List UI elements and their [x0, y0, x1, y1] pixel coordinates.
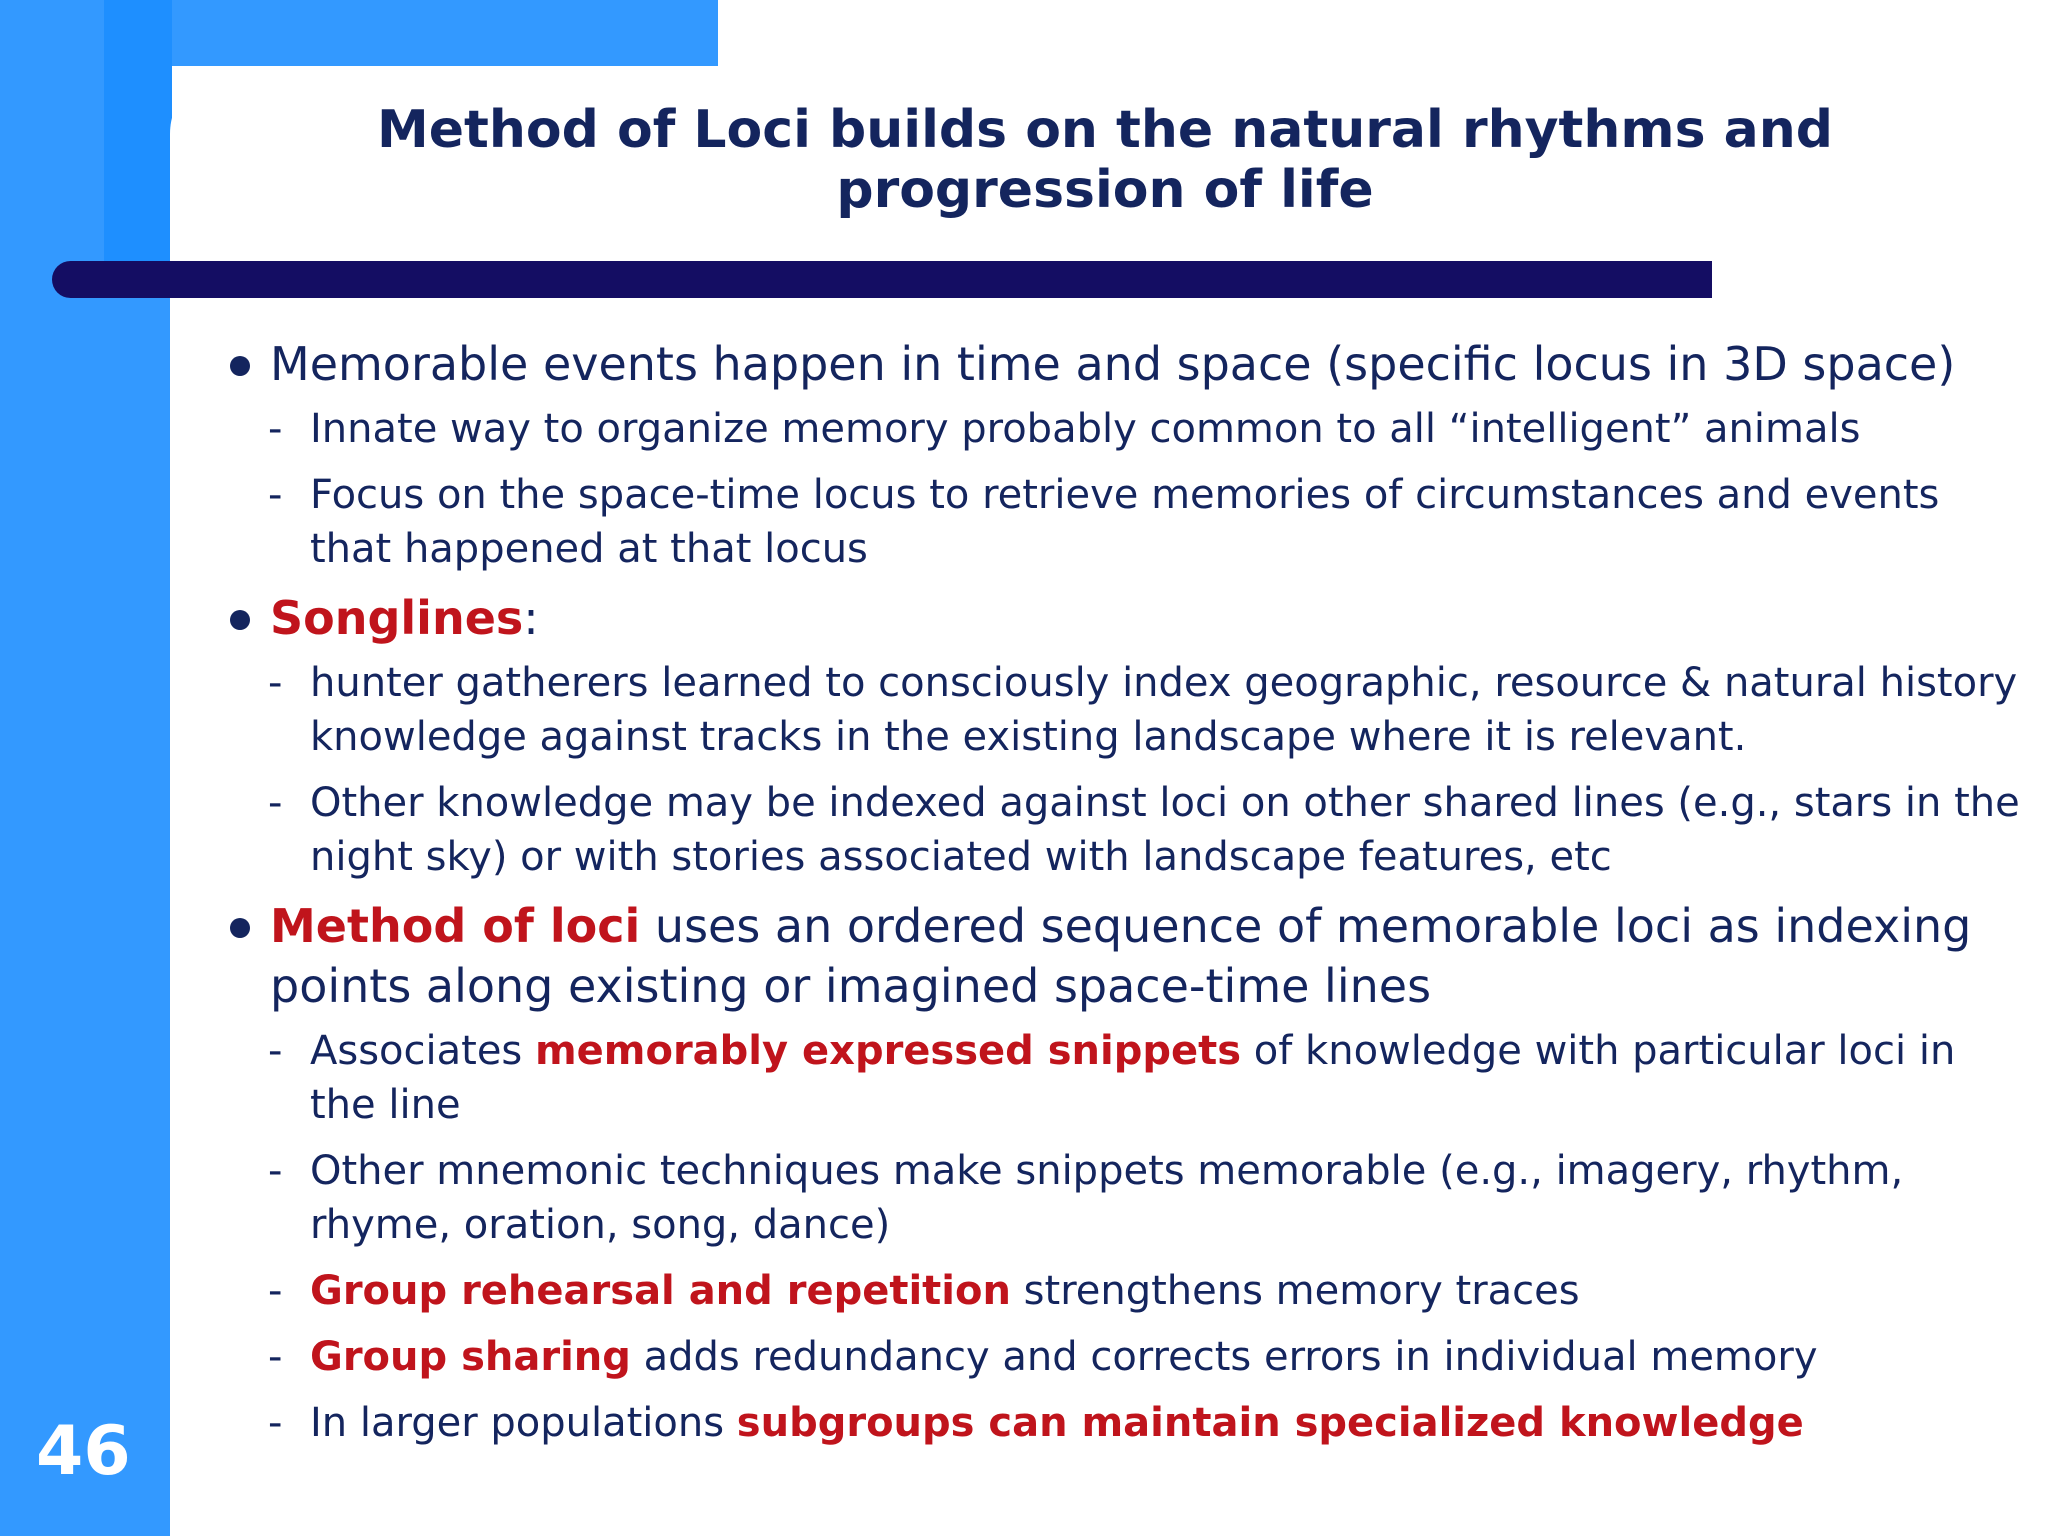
slide-body — [228, 330, 2028, 1462]
sub-text-before: Associates — [310, 1028, 535, 1074]
dash-icon: - — [268, 660, 283, 706]
dash-icon: - — [268, 1400, 283, 1446]
sub-text: Other mnemonic techniques make snippets memorable (e.g., imagery, rhythm, rhyme, oration, song, dance) — [310, 1148, 1904, 1248]
bullet-highlight: Songlines — [270, 591, 524, 645]
sub-item — [228, 1396, 2028, 1450]
bullet-item — [228, 896, 2028, 1016]
sub-text-after: strengthens memory traces — [1010, 1268, 1580, 1314]
bullet-dot-icon — [230, 356, 250, 376]
sub-item — [228, 468, 2028, 576]
sub-item — [228, 1264, 2028, 1318]
bullet-text: Memorable events happen in time and space (specific locus in 3D space) — [270, 337, 1956, 391]
sub-highlight: Group sharing — [310, 1334, 631, 1380]
dash-icon: - — [268, 1148, 283, 1194]
dash-icon: - — [268, 780, 283, 826]
sub-text: hunter gatherers learned to consciously index geographic, resource & natural history knowledge against tracks in the existing landscape where it is relevant. — [310, 660, 2018, 760]
sub-text: Focus on the space-time locus to retrieve memories of circumstances and events that happened at that locus — [310, 472, 1940, 572]
dash-icon: - — [268, 406, 283, 452]
bullet-text: : — [523, 591, 539, 645]
sub-highlight: Group rehearsal and repetition — [310, 1268, 1011, 1314]
sub-item — [228, 656, 2028, 764]
bullet-dot-icon — [230, 610, 250, 630]
bullet-highlight: Method of loci — [270, 899, 641, 953]
dash-icon: - — [268, 472, 283, 518]
bullet-item — [228, 334, 2028, 394]
sub-highlight: memorably expressed snippets — [534, 1028, 1242, 1074]
sub-text-before: In larger populations — [310, 1400, 737, 1446]
sub-text-after: adds redundancy and corrects errors in individual memory — [630, 1334, 1818, 1380]
sub-item — [228, 1144, 2028, 1252]
sub-item — [228, 402, 2028, 456]
sub-item — [228, 776, 2028, 884]
header-rule — [52, 261, 1712, 298]
dash-icon: - — [268, 1334, 283, 1380]
slide-number: 46 — [36, 1412, 131, 1491]
sub-item — [228, 1330, 2028, 1384]
sub-text: Innate way to organize memory probably common to all “intelligent” animals — [310, 406, 1861, 452]
dash-icon: - — [268, 1268, 283, 1314]
sub-highlight: subgroups can maintain specialized knowledge — [736, 1400, 1804, 1446]
bullet-text: uses an ordered sequence of memorable loci as indexing points along existing or imagined space-time lines — [270, 899, 1972, 1013]
slide-title: Method of Loci builds on the natural rhythms and progression of life — [377, 100, 1833, 220]
bullet-item — [228, 588, 2028, 648]
sub-text: Other knowledge may be indexed against loci on other shared lines (e.g., stars in the night sky) or with stories associated with landscape features, etc — [310, 780, 2020, 880]
sub-text-after: of knowledge with particular loci in the line — [310, 1028, 1956, 1128]
sub-item — [228, 1024, 2028, 1132]
accent-strip — [104, 0, 172, 295]
bullet-dot-icon — [230, 918, 250, 938]
dash-icon: - — [268, 1028, 283, 1074]
